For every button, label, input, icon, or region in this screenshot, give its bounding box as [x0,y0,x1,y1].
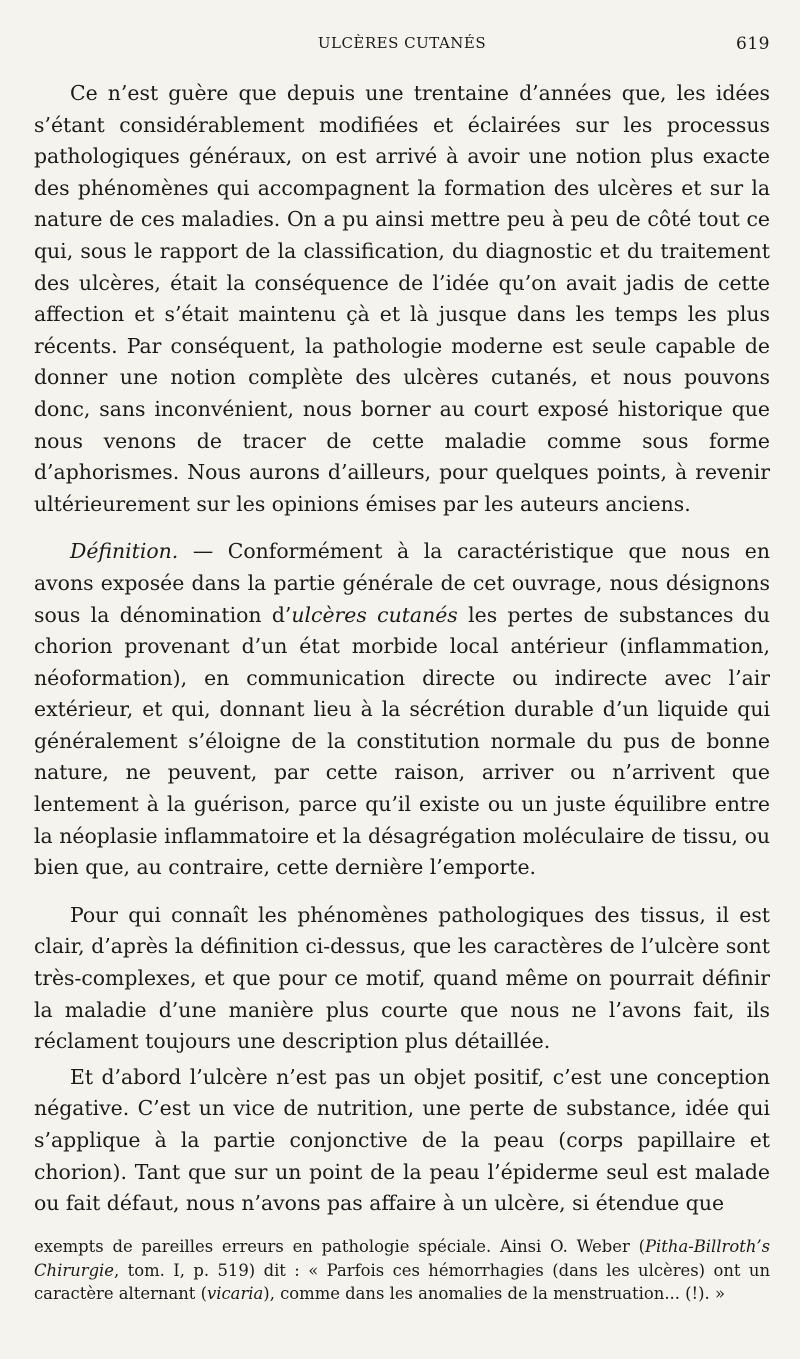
footnote [34,1235,770,1306]
running-title: ULCÈRES CUTANÉS [317,34,487,52]
page-number: 619 [736,34,770,54]
paragraph-history: Ce n’est guère que depuis une trentaine d’années que, les idées s’étant considérablement modifiées et éclairées sur les processus pathologiques généraux, on est arrivé à avoir une notion plus exacte des phénomènes qui accompagnent la formation des ulcères et sur la nature de ces maladies. On a pu ainsi mettre peu à peu de côté tout ce qui, sous le rapport de la classification, du diagnostic et du traitement des ulcères, était la conséquence de l’idée qu’on avait jadis de cette affection et s’était maintenu çà et là jusque dans les temps les plus récents. Par conséquent, la pathologie moderne est seule capable de donner une notion complète des ulcères cutanés, et nous pouvons donc, sans inconvénient, nous borner au court exposé historique que nous venons de tracer de cette maladie comme sous forme d’aphorismes. Nous aurons d’ailleurs, pour quelques points, à revenir ultérieurement sur les opinions émises par les auteurs anciens. [34,81,770,516]
definition-text-start: — Conformément à la caractéristique que nous en avons exposée dans la partie générale de cet ouvrage, nous désignons sous la dénomination d’ [34,539,770,627]
footnote-text-middle: , tom. I, p. 519) dit : « Parfois ces hémorrhagies (dans les ulcères) ont un caractère alternant ( [34,1260,770,1303]
footnote-reference-term: vicaria [206,1284,264,1303]
defined-term: ulcères cutanés [291,602,458,627]
definition-text-end: les pertes de substances du chorion provenant d’un état morbide local antérieur (inflammation, néoformation), en communication directe ou indirecte avec l’air extérieur, et qui, donnant lieu à la sécrétion durable d’un liquide qui généralement s’éloigne de la constitution normale du pus de bonne nature, ne peuvent, par cette raison, arriver ou n’arrivent que lentement à la guérison, parce qu’il existe ou un juste équilibre entre la néoplasie inflammatoire et la désagrégation moléculaire de tissu, ou bien que, au contraire, cette dernière l’emporte. [34,602,770,880]
definition-label: Définition. [70,539,179,564]
paragraph-definition [34,536,770,884]
body-text [34,78,770,1220]
paragraph-negative-conception: Et d’abord l’ulcère n’est pas un objet positif, c’est une conception négative. C’est un vice de nutrition, une perte de substance, idée qui s’applique à la partie conjonctive de la peau (corps papillaire et chorion). Tant que sur un point de la peau l’épiderme seul est malade ou fait défaut, nous n’avons pas affaire à un ulcère, si étendue que [34,1064,770,1216]
running-head [34,30,770,58]
footnote-text-start: exempts de pareilles erreurs en pathologie spéciale. Ainsi O. Weber ( [34,1237,646,1256]
paragraph-complexity: Pour qui connaît les phénomènes pathologiques des tissus, il est clair, d’après la définition ci-dessus, que les caractères de l’ulcère sont très-complexes, et que pour ce motif, quand même on pourrait définir la maladie d’une manière plus courte que nous ne l’avons fait, ils réclament toujours une description plus détaillée. [34,902,770,1054]
footnote-reference-title: Pitha-Billroth’s Chirurgie [34,1237,770,1280]
footnote-text-end: ), comme dans les anomalies de la menstruation... (!). » [263,1284,725,1303]
